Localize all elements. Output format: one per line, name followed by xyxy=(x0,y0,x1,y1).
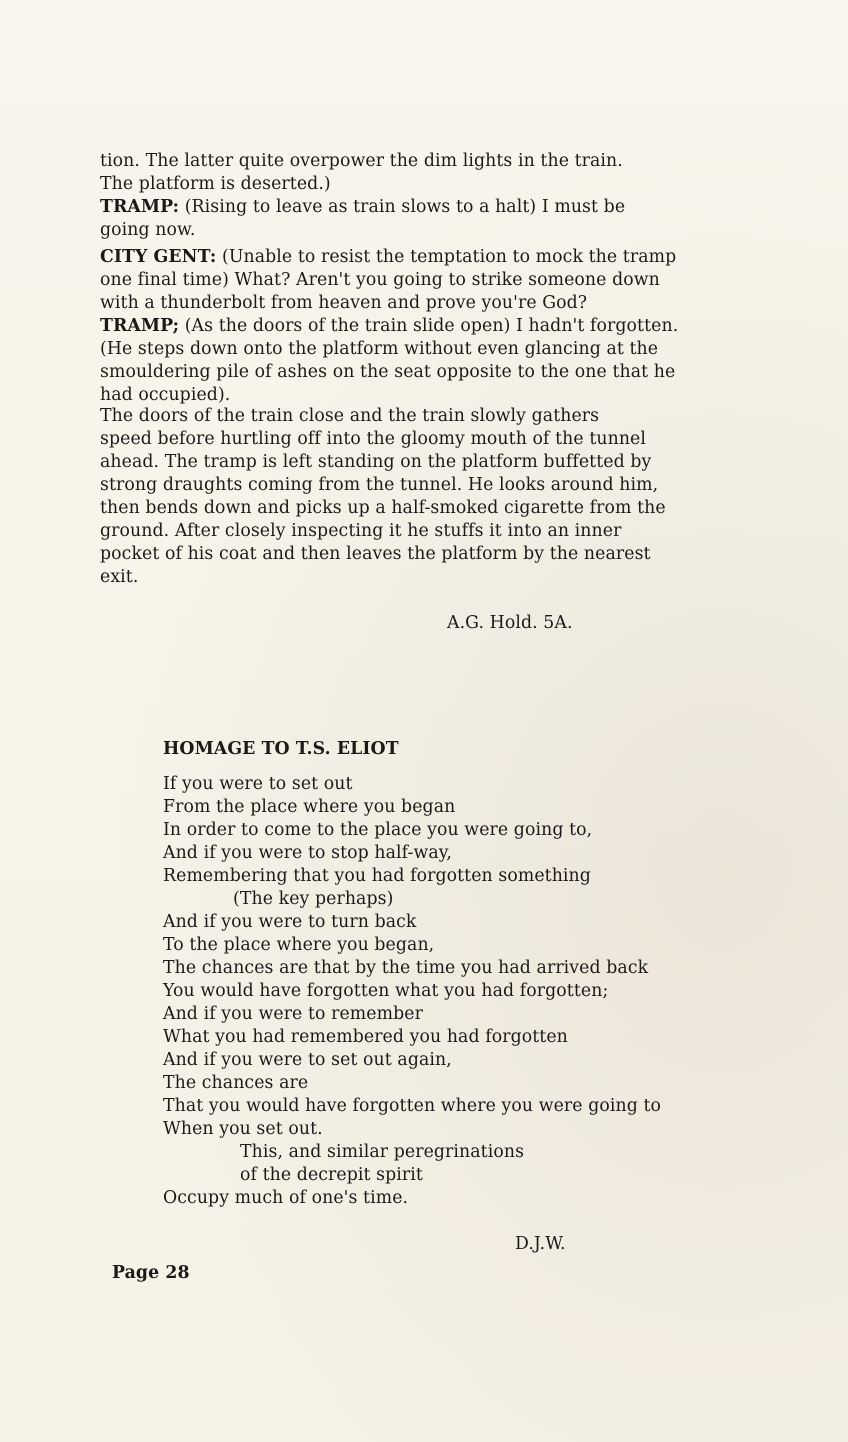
poem-line: That you would have forgotten where you were going to xyxy=(163,1096,662,1116)
play-line: ground. After closely inspecting it he stuffs it into an inner xyxy=(100,521,622,541)
page-number: Page 28 xyxy=(112,1263,190,1283)
poem-line: And if you were to stop half-way, xyxy=(163,843,452,863)
play-author: A.G. Hold. 5A. xyxy=(447,613,573,633)
poem-line: If you were to set out xyxy=(163,774,353,794)
play-line: with a thunderbolt from heaven and prove you're God? xyxy=(100,293,588,313)
play-line: one final time) What? Aren't you going to strike someone down xyxy=(100,270,660,290)
poem-line: And if you were to remember xyxy=(163,1004,423,1024)
poem-line: And if you were to set out again, xyxy=(163,1050,452,1070)
speaker-tramp: TRAMP: xyxy=(100,197,180,217)
poem-line: From the place where you began xyxy=(163,797,456,817)
poem-line: When you set out. xyxy=(163,1119,323,1139)
play-line: (He steps down onto the platform without even glancing at the xyxy=(100,339,659,359)
play-line: TRAMP: (Rising to leave as train slows to a halt) I must be xyxy=(100,197,626,217)
poem-line: To the place where you began, xyxy=(163,935,435,955)
poem-line: Remembering that you had forgotten something xyxy=(163,866,591,886)
play-line: ahead. The tramp is left standing on the platform buffetted by xyxy=(100,452,652,472)
poem-line: The chances are that by the time you had arrived back xyxy=(163,958,649,978)
poem-author: D.J.W. xyxy=(515,1234,566,1254)
play-line: The doors of the train close and the train slowly gathers xyxy=(100,406,600,426)
poem-line: (The key perhaps) xyxy=(233,889,394,909)
play-line: exit. xyxy=(100,567,139,587)
play-line: smouldering pile of ashes on the seat opposite to the one that he xyxy=(100,362,676,382)
speaker-city-gent: CITY GENT: xyxy=(100,247,217,267)
play-line: TRAMP; (As the doors of the train slide open) I hadn't forgotten. xyxy=(100,316,679,336)
play-line: The platform is deserted.) xyxy=(100,174,331,194)
play-line: then bends down and picks up a half-smoked cigarette from the xyxy=(100,498,666,518)
poem-line: And if you were to turn back xyxy=(163,912,417,932)
poem-line: The chances are xyxy=(163,1073,309,1093)
poem-line: In order to come to the place you were going to, xyxy=(163,820,593,840)
poem-line: This, and similar peregrinations xyxy=(240,1142,525,1162)
poem-line: What you had remembered you had forgotten xyxy=(163,1027,568,1047)
poem-title: HOMAGE TO T.S. ELIOT xyxy=(163,739,399,759)
poem-line: Occupy much of one's time. xyxy=(163,1188,409,1208)
play-line: speed before hurtling off into the gloomy mouth of the tunnel xyxy=(100,429,647,449)
play-line: CITY GENT: (Unable to resist the temptation to mock the tramp xyxy=(100,247,677,267)
poem-line: You would have forgotten what you had forgotten; xyxy=(163,981,609,1001)
play-line: had occupied). xyxy=(100,385,231,405)
play-line: strong draughts coming from the tunnel. He looks around him, xyxy=(100,475,659,495)
speaker-tramp: TRAMP; xyxy=(100,316,180,336)
play-line: going now. xyxy=(100,220,196,240)
play-line: pocket of his coat and then leaves the platform by the nearest xyxy=(100,544,651,564)
poem-line: of the decrepit spirit xyxy=(240,1165,423,1185)
play-line: tion. The latter quite overpower the dim lights in the train. xyxy=(100,151,623,171)
